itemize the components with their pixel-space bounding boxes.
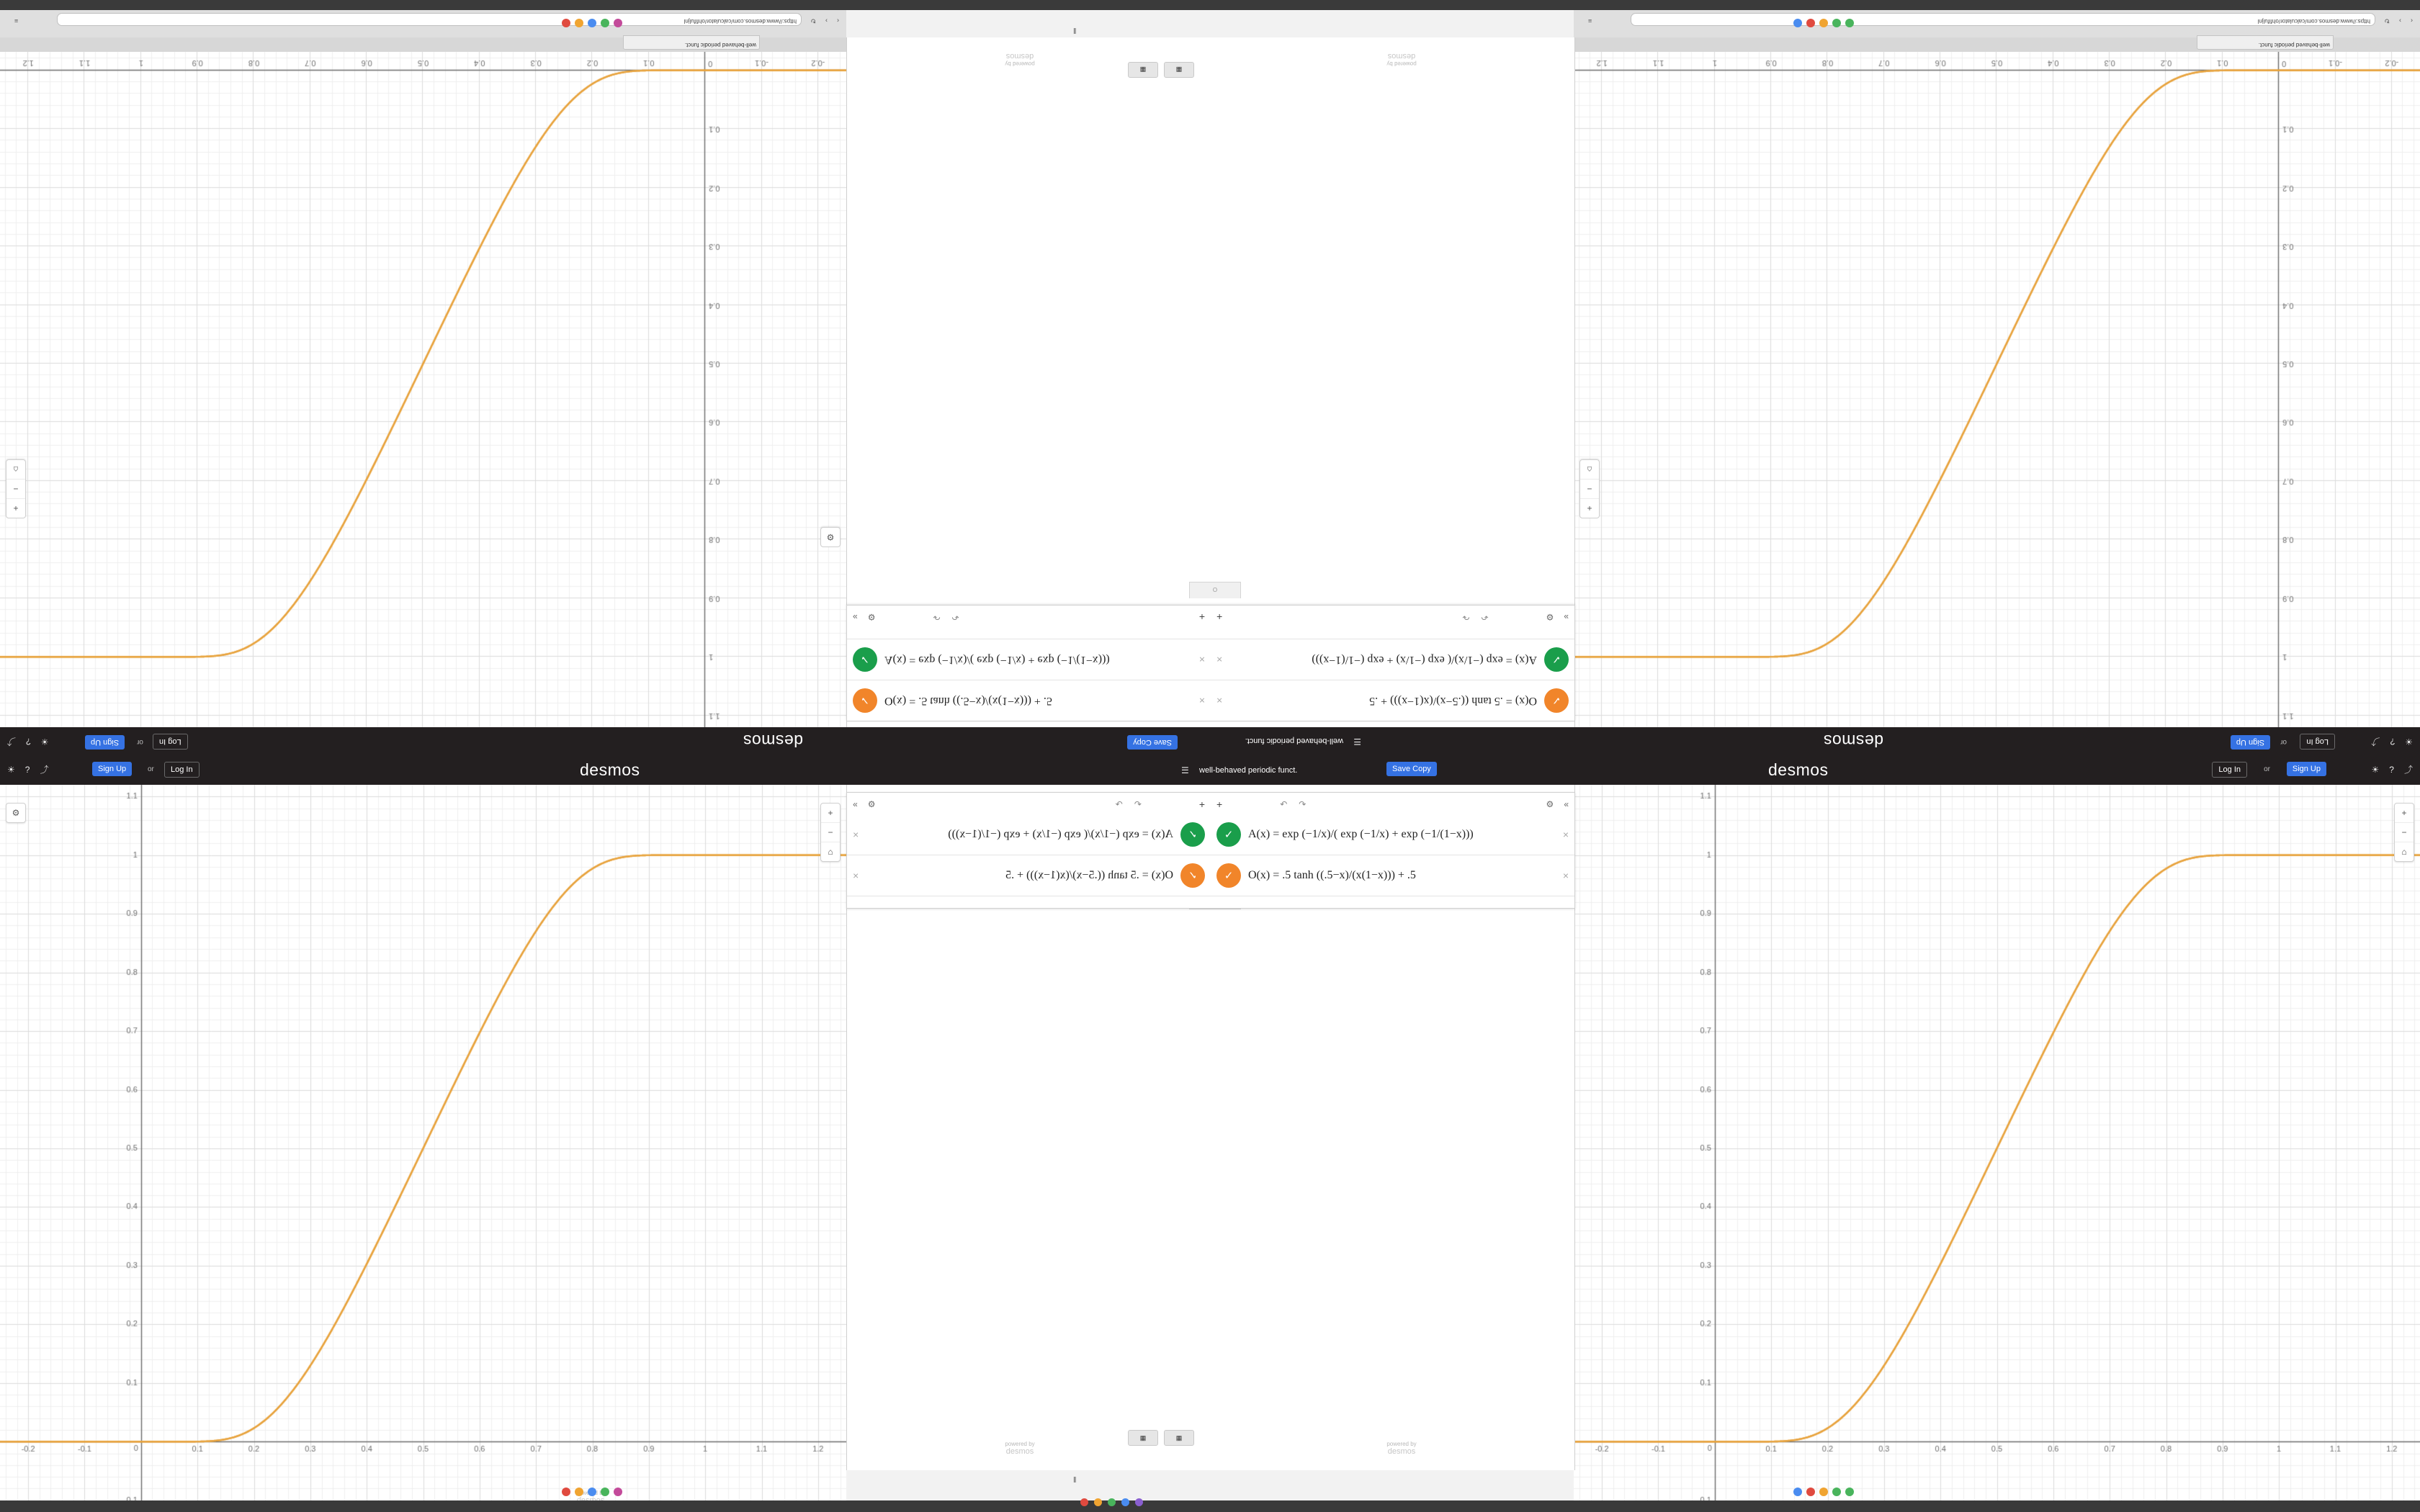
home-button[interactable]: ⌂ xyxy=(2401,847,2407,857)
dot-purple-icon[interactable] xyxy=(1135,1498,1143,1506)
delete-expression-icon[interactable]: × xyxy=(1198,695,1205,706)
graph-tools-top-right[interactable] xyxy=(1579,459,1600,518)
dot-pink-icon[interactable] xyxy=(614,19,622,27)
color-bullet-O[interactable]: ✓ xyxy=(1216,863,1241,888)
redo-button[interactable]: ↷ xyxy=(951,612,959,622)
dot-orange-icon[interactable] xyxy=(1819,19,1828,27)
expression-latex-O[interactable]: O(x) = .5 tanh ((.5−x)/(x(1−x))) + .5 xyxy=(884,695,1052,707)
os-topbar[interactable] xyxy=(0,0,2420,10)
expr-list-left[interactable] xyxy=(1211,606,1574,721)
expression-latex-O[interactable]: O(x) = .5 tanh ((.5−x)/(x(1−x))) + .5 xyxy=(1369,695,1537,707)
zoom-in-button[interactable]: + xyxy=(821,804,840,823)
delete-expression-icon[interactable]: × xyxy=(1562,870,1569,881)
add-expression-button[interactable]: + xyxy=(1198,798,1205,810)
collapse-icon[interactable]: « xyxy=(1564,799,1569,809)
color-bullet-O[interactable]: ✓ xyxy=(853,688,877,713)
centre-dock-top[interactable] xyxy=(1073,27,1077,36)
expr-list-bottom-left[interactable] xyxy=(847,793,1211,908)
settings-icon[interactable]: ⚙ xyxy=(1546,612,1554,622)
color-bullet-O[interactable]: ✓ xyxy=(1544,688,1569,713)
settings-icon[interactable]: ⚙ xyxy=(1546,799,1554,809)
save-copy-button[interactable]: Save Copy xyxy=(1386,762,1437,776)
expr-toolbar-bottom-left[interactable] xyxy=(847,794,1211,814)
undo-button[interactable]: ↶ xyxy=(933,612,941,622)
wrench-icon[interactable]: ⚙ xyxy=(826,532,835,542)
redo-button[interactable]: ↷ xyxy=(1115,799,1123,809)
graph-title[interactable]: well-behaved periodic funct. xyxy=(1199,766,1298,775)
powered-by-label: powered by xyxy=(1005,60,1035,67)
dot-pink-icon[interactable] xyxy=(614,1488,622,1496)
browser-tab[interactable]: well-behaved periodic funct. xyxy=(2197,35,2334,50)
expression-latex-A[interactable]: A(x) = exp (−1/x)/( exp (−1/x) + exp (−1/(1−x))) xyxy=(948,828,1173,840)
or-label: or xyxy=(137,738,143,746)
collapse-icon[interactable]: « xyxy=(853,612,858,622)
undo-button[interactable]: ↶ xyxy=(1280,799,1288,809)
expression-panel-top[interactable] xyxy=(846,605,1575,721)
dot-blue-icon[interactable] xyxy=(588,19,596,27)
centre-taskbar-icons[interactable] xyxy=(1080,1498,1143,1506)
log-in-button[interactable]: Log In xyxy=(2212,762,2247,778)
help-icon[interactable]: ? xyxy=(24,764,30,775)
zoom-out-button[interactable]: − xyxy=(2395,823,2414,842)
delete-expression-icon[interactable]: × xyxy=(853,829,859,840)
dot-green-icon[interactable] xyxy=(1832,19,1841,27)
delete-expression-icon[interactable]: × xyxy=(853,870,859,881)
dot-blue-icon[interactable] xyxy=(588,1488,596,1496)
window-top-right[interactable] xyxy=(1574,0,2420,727)
log-in-button[interactable]: Log In xyxy=(164,762,200,778)
graph-settings-bottom-left[interactable] xyxy=(6,803,26,823)
share-icon[interactable]: ⤴ xyxy=(2371,737,2380,747)
dot-blue-icon[interactable] xyxy=(1121,1498,1129,1506)
or-label: or xyxy=(2264,765,2270,773)
url-input[interactable]: https://www.desmos.com/calculator/ohfifuljnl xyxy=(1631,13,2375,26)
color-bullet-A[interactable]: ✓ xyxy=(1216,822,1241,847)
dot-green-icon[interactable] xyxy=(601,1488,609,1496)
dot-orange-icon[interactable] xyxy=(575,1488,583,1496)
desmos-header-bottom[interactable] xyxy=(0,755,2420,785)
expression-row[interactable] xyxy=(847,680,1211,721)
zoom-out-button[interactable]: − xyxy=(6,479,25,498)
settings-icon[interactable]: ⚙ xyxy=(867,612,876,622)
expand-icon[interactable]: » xyxy=(1564,612,1569,622)
expr-toolbar-left[interactable] xyxy=(1211,607,1574,627)
tabstrip-top-right[interactable] xyxy=(1574,37,2420,52)
expression-latex-O[interactable]: O(x) = .5 tanh ((.5−x)/(x(1−x))) + .5 xyxy=(1005,869,1173,881)
globe-icon[interactable]: ☀ xyxy=(7,764,15,775)
dot-red-icon[interactable] xyxy=(1806,1488,1815,1496)
delete-expression-icon[interactable]: × xyxy=(1216,695,1223,706)
expression-row[interactable] xyxy=(847,814,1211,855)
dot-green-icon[interactable] xyxy=(1108,1498,1116,1506)
desmos-logo[interactable]: desmos xyxy=(743,732,803,750)
undo-button[interactable]: ↶ xyxy=(1134,799,1142,809)
dot-red-icon[interactable] xyxy=(1806,19,1815,27)
header-icons-left[interactable] xyxy=(7,763,48,775)
expression-row[interactable] xyxy=(847,855,1211,896)
header-icons-right[interactable] xyxy=(2372,763,2413,775)
redo-button[interactable]: ↷ xyxy=(1462,612,1470,622)
powered-by-logo: desmos xyxy=(1005,1447,1034,1456)
dot-blue-icon[interactable] xyxy=(1793,19,1802,27)
home-button[interactable]: ⌂ xyxy=(1587,464,1592,474)
centre-tab-top[interactable]: O xyxy=(1189,582,1241,598)
header-icons-left[interactable] xyxy=(2372,736,2413,748)
undo-button[interactable]: ↶ xyxy=(1481,612,1489,622)
powered-by-logo: desmos xyxy=(1387,1447,1416,1456)
forward-icon[interactable]: › xyxy=(825,17,828,24)
centre-dock-bottom[interactable] xyxy=(1073,1476,1077,1485)
back-icon[interactable]: ‹ xyxy=(837,17,839,24)
dot-red-icon[interactable] xyxy=(562,19,570,27)
graph-tools-bottom-right[interactable] xyxy=(2394,803,2414,862)
graph-tools-top-left[interactable] xyxy=(6,459,26,518)
add-expression-button[interactable]: + xyxy=(1216,611,1223,623)
powered-by-label: powered xyxy=(575,1490,598,1496)
tabstrip-top-left[interactable] xyxy=(0,37,846,52)
dot-orange-icon[interactable] xyxy=(1819,1488,1828,1496)
share-icon[interactable]: ⤴ xyxy=(7,737,17,747)
dot-green2-icon[interactable] xyxy=(1845,1488,1854,1496)
expr-list-bottom-right[interactable] xyxy=(1211,793,1574,908)
expr-list-right[interactable] xyxy=(847,606,1211,721)
redo-button[interactable]: ↷ xyxy=(1299,799,1307,809)
browser-menu-icon[interactable]: ≡ xyxy=(1588,17,1592,24)
expression-latex-O[interactable]: O(x) = .5 tanh ((.5−x)/(x(1−x))) + .5 xyxy=(1248,869,1416,881)
centre-powered-top-2 xyxy=(1344,52,1459,67)
delete-expression-icon[interactable]: × xyxy=(1198,654,1205,665)
log-in-button[interactable]: Log In xyxy=(153,734,188,750)
help-icon[interactable]: ? xyxy=(26,737,31,747)
globe-icon[interactable]: ☀ xyxy=(2405,737,2413,747)
color-bullet-O[interactable]: ✓ xyxy=(1180,863,1205,888)
home-button[interactable]: ⌂ xyxy=(828,847,833,857)
window-bottom-right[interactable] xyxy=(1574,785,2420,1512)
color-bullet-A[interactable]: ✓ xyxy=(1180,822,1205,847)
graph-canvas-bottom-right[interactable] xyxy=(1574,785,2420,1512)
centre-pill-top-b[interactable]: ▦ xyxy=(1164,62,1194,78)
delete-expression-icon[interactable]: × xyxy=(1562,829,1569,840)
graph-canvas-top-left[interactable] xyxy=(0,0,846,727)
color-bullet-A[interactable]: ✓ xyxy=(1544,647,1569,672)
zoom-in-button[interactable]: + xyxy=(6,498,25,518)
save-copy-button[interactable]: Save Copy xyxy=(1127,735,1178,750)
powered-by-label: powered by xyxy=(1386,1441,1417,1447)
back-icon[interactable]: ‹ xyxy=(2411,17,2413,24)
powered-by-logo: desmos xyxy=(1005,52,1034,60)
zoom-out-button[interactable]: − xyxy=(821,823,840,842)
reload-icon[interactable]: ↻ xyxy=(2384,17,2390,24)
dot-green-icon[interactable] xyxy=(601,19,609,27)
desmos-header-top[interactable] xyxy=(0,727,2420,755)
graph-tools-bottom-left[interactable] xyxy=(820,803,841,862)
centre-powered-top xyxy=(962,52,1077,67)
zoom-in-button[interactable]: + xyxy=(1580,498,1599,518)
graph-canvas-bottom-left[interactable] xyxy=(0,785,846,1512)
powered-by-label: powered by xyxy=(1386,60,1417,67)
expression-row[interactable] xyxy=(1211,639,1574,680)
pause-icon[interactable]: ‖ xyxy=(1073,27,1077,36)
delete-expression-icon[interactable]: × xyxy=(1216,654,1223,665)
expr-toolbar-right[interactable] xyxy=(847,607,1211,627)
expand-icon[interactable]: » xyxy=(853,799,858,809)
forward-icon[interactable]: › xyxy=(2399,17,2401,24)
os-bottombar[interactable] xyxy=(0,1500,2420,1512)
expression-panel-bottom[interactable] xyxy=(846,792,1575,909)
add-expression-button[interactable]: + xyxy=(1216,798,1223,810)
sign-up-button[interactable]: Sign Up xyxy=(85,735,125,750)
expression-latex-A[interactable]: A(x) = exp (−1/x)/( exp (−1/x) + exp (−1/(1−x))) xyxy=(884,654,1110,666)
window-top-left[interactable] xyxy=(0,0,846,727)
dot-red-icon[interactable] xyxy=(1080,1498,1088,1506)
expr-toolbar-bottom-right[interactable] xyxy=(1211,794,1574,814)
app-dots-top-right[interactable] xyxy=(1793,19,1854,27)
dot-orange-icon[interactable] xyxy=(1094,1498,1102,1506)
reload-icon[interactable]: ↻ xyxy=(810,17,816,24)
url-input[interactable]: https://www.desmos.com/calculator/ohfifuljnl xyxy=(57,13,802,26)
desmos-logo[interactable]: desmos xyxy=(580,760,640,779)
sign-up-button[interactable]: Sign Up xyxy=(92,762,132,776)
browser-menu-icon[interactable]: ≡ xyxy=(14,17,19,24)
powered-by-logo: desmos xyxy=(1387,52,1416,60)
dot-green2-icon[interactable] xyxy=(1845,19,1854,27)
centre-powered-bottom-2 xyxy=(1344,1441,1459,1456)
graph-canvas-top-right[interactable] xyxy=(1574,0,2420,727)
centre-pill-bottom-a[interactable]: ▦ xyxy=(1128,1430,1158,1446)
app-dots-top-left[interactable] xyxy=(562,19,622,27)
globe-icon[interactable]: ☀ xyxy=(2371,764,2380,775)
color-bullet-A[interactable]: ✓ xyxy=(853,647,877,672)
app-dots-bottom-left[interactable] xyxy=(562,1488,622,1496)
dot-blue-icon[interactable] xyxy=(1793,1488,1802,1496)
wrench-icon[interactable]: ⚙ xyxy=(12,808,20,818)
pause-icon[interactable]: ‖ xyxy=(1073,1476,1077,1485)
share-icon[interactable]: ⤴ xyxy=(40,765,49,775)
or-label: or xyxy=(148,765,154,773)
browser-tab[interactable]: well-behaved periodic funct. xyxy=(623,35,760,50)
expression-latex-A[interactable]: A(x) = exp (−1/x)/( exp (−1/x) + exp (−1/(1−x))) xyxy=(1248,828,1474,840)
graph-title[interactable]: well-behaved periodic funct. xyxy=(1245,737,1343,745)
window-bottom-left[interactable] xyxy=(0,785,846,1512)
help-icon[interactable]: ? xyxy=(2389,764,2394,775)
expression-latex-A[interactable]: A(x) = exp (−1/x)/( exp (−1/x) + exp (−1/(1−x))) xyxy=(1312,654,1537,666)
globe-icon[interactable]: ☀ xyxy=(40,737,49,747)
expression-row[interactable] xyxy=(847,639,1211,680)
expression-row[interactable] xyxy=(1211,855,1574,896)
centre-pill-bottom-b[interactable]: ▦ xyxy=(1164,1430,1194,1446)
dot-red-icon[interactable] xyxy=(562,1488,570,1496)
centre-pill-top-a[interactable]: ▦ xyxy=(1128,62,1158,78)
zoom-in-button[interactable]: + xyxy=(2395,804,2414,823)
dot-green-icon[interactable] xyxy=(1832,1488,1841,1496)
desmos-logo[interactable]: desmos xyxy=(1823,732,1883,750)
log-in-button[interactable]: Log In xyxy=(2300,734,2335,750)
expression-row[interactable] xyxy=(1211,814,1574,855)
or-label: or xyxy=(2280,738,2287,746)
graph-menu-icon[interactable]: ☰ xyxy=(1181,765,1189,775)
app-dots-bottom-right[interactable] xyxy=(1793,1488,1854,1496)
header-icons-right[interactable] xyxy=(7,736,48,748)
dot-orange-icon[interactable] xyxy=(575,19,583,27)
graph-settings-top-left[interactable] xyxy=(820,527,841,547)
help-icon[interactable]: ? xyxy=(2390,737,2396,747)
sign-up-button[interactable]: Sign Up xyxy=(2231,735,2270,750)
expression-row[interactable] xyxy=(1211,680,1574,721)
centre-powered-bottom xyxy=(962,1441,1077,1456)
sign-up-button[interactable]: Sign Up xyxy=(2287,762,2326,776)
zoom-out-button[interactable]: − xyxy=(1580,479,1599,498)
graph-menu-icon[interactable]: ☰ xyxy=(1353,737,1361,747)
powered-by-label: powered by xyxy=(1005,1441,1035,1447)
share-icon[interactable]: ⤴ xyxy=(2403,765,2413,775)
desmos-logo[interactable]: desmos xyxy=(1768,760,1829,779)
home-button[interactable]: ⌂ xyxy=(13,464,19,474)
settings-icon[interactable]: ⚙ xyxy=(867,799,876,809)
add-expression-button[interactable]: + xyxy=(1198,611,1205,623)
